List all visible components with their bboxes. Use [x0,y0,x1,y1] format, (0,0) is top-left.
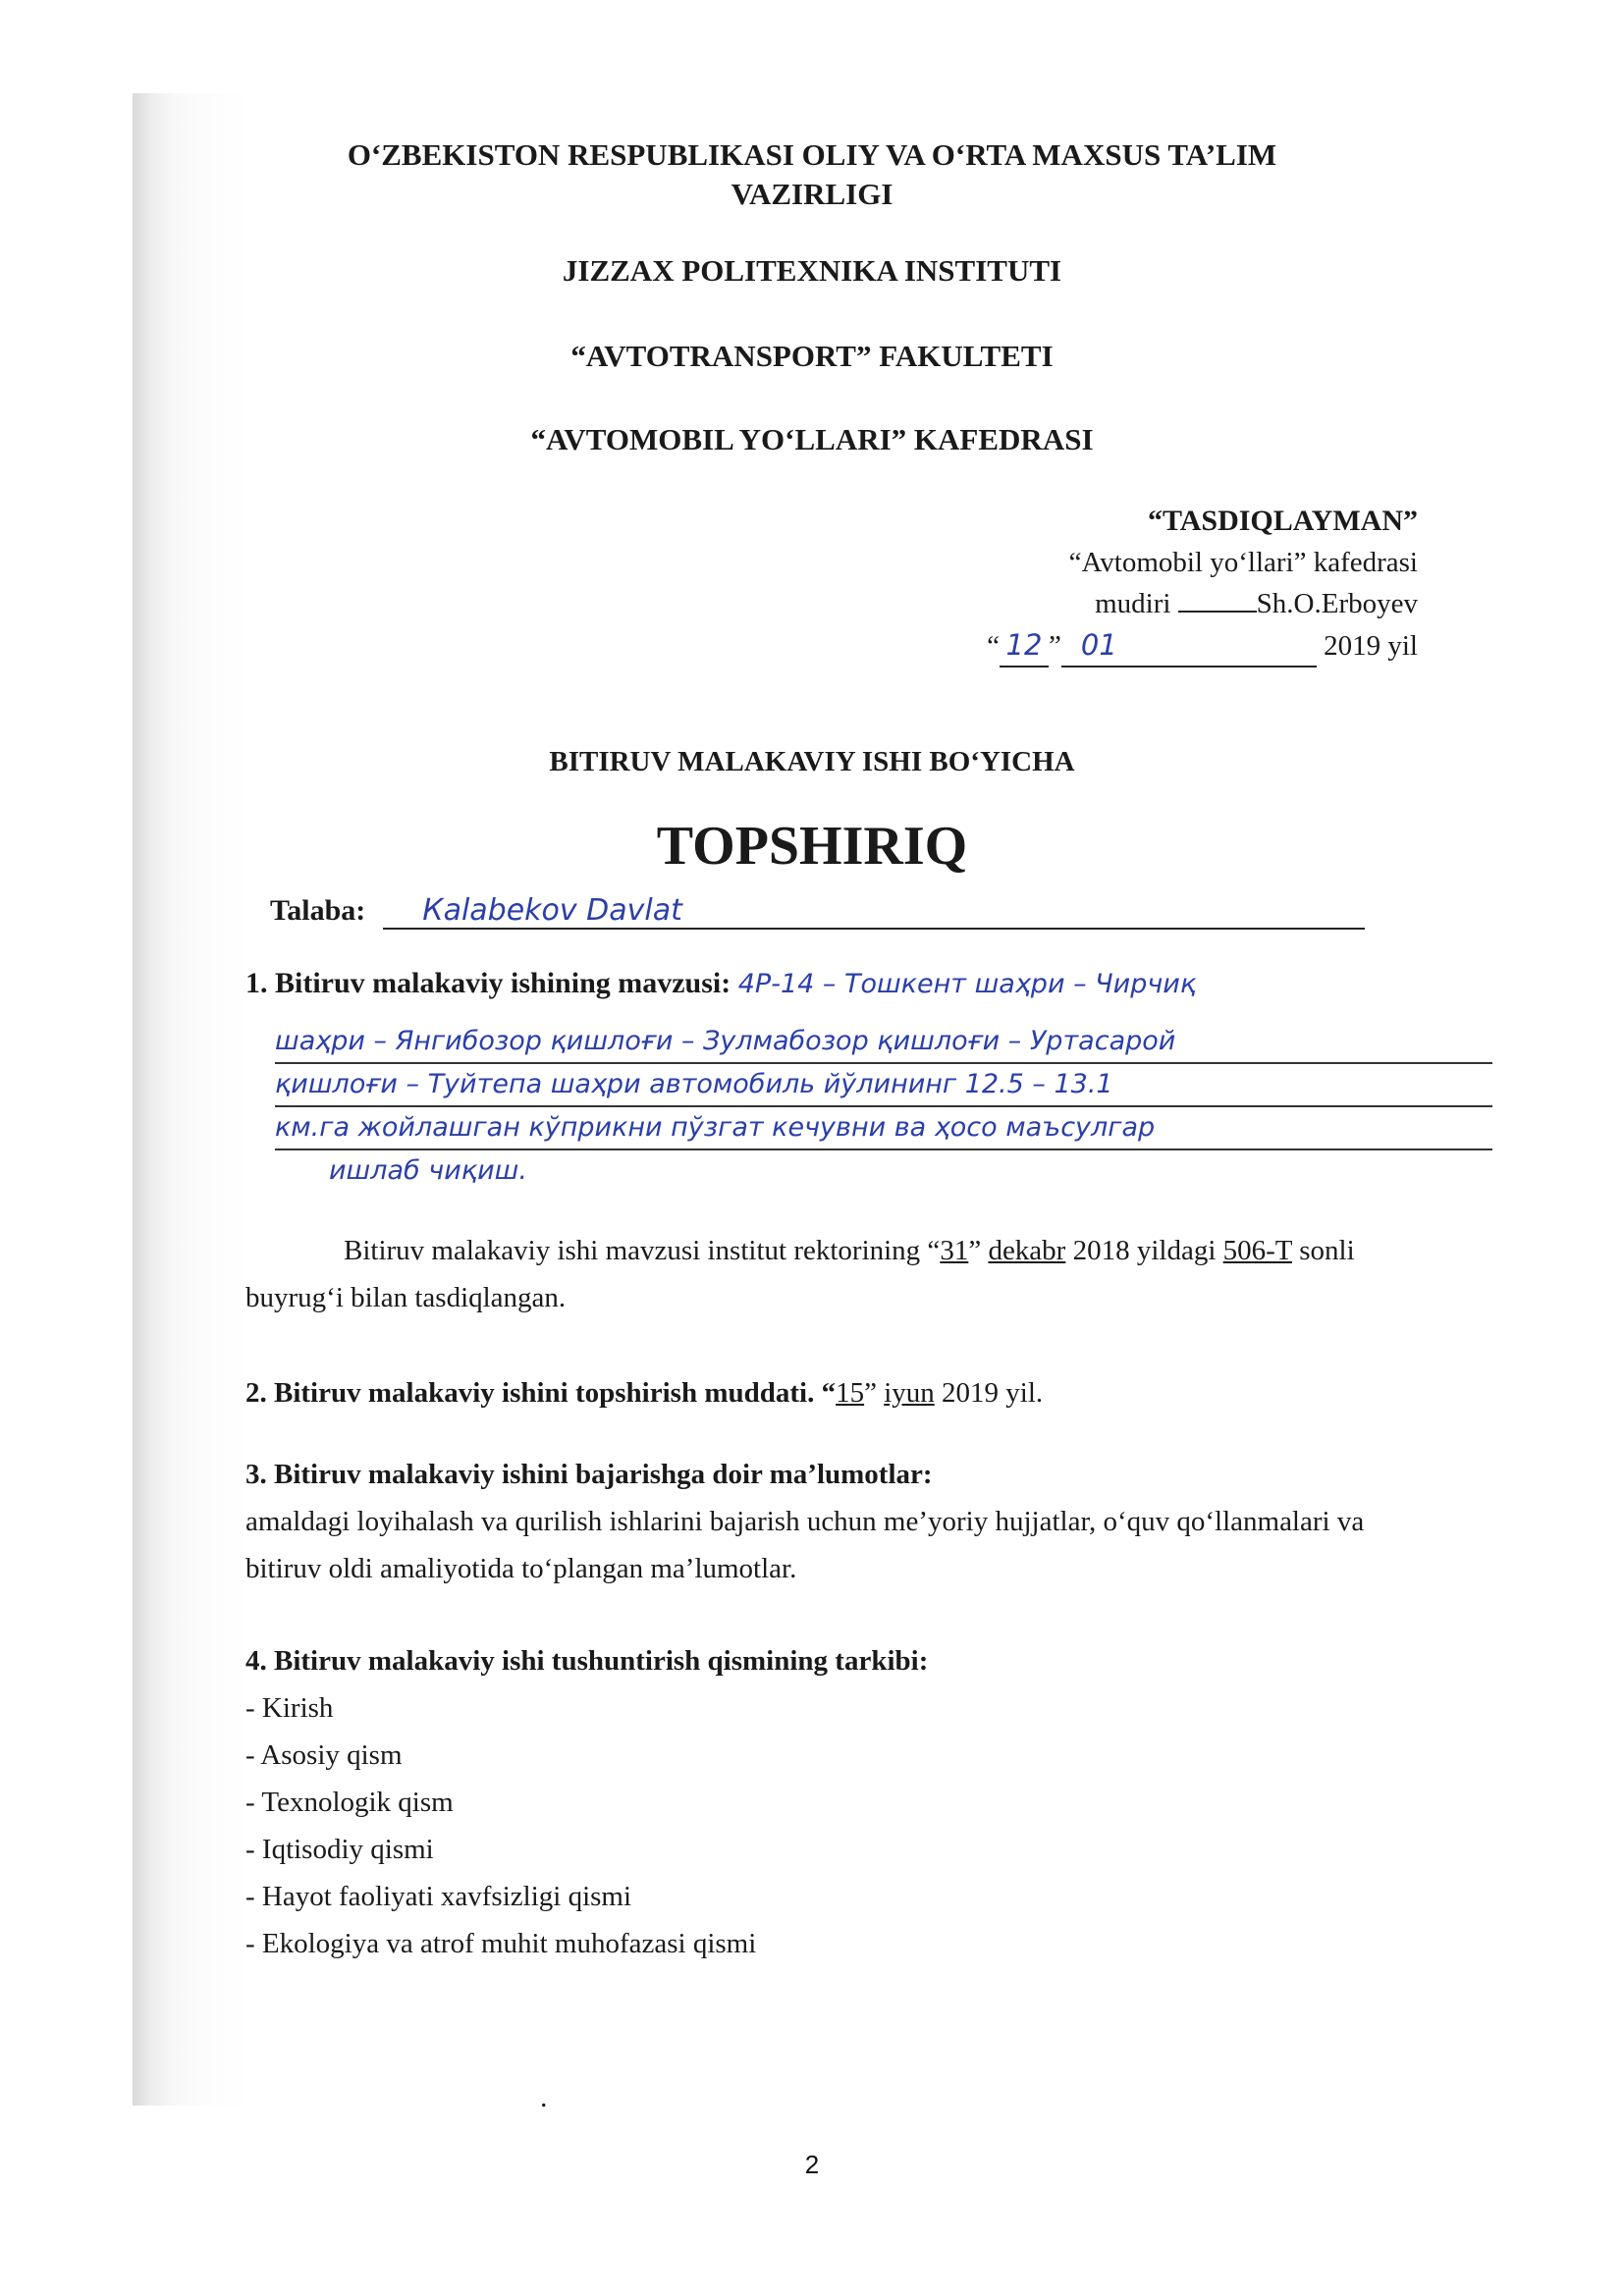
topic-line-4: км.га жойлашган кўприкни пўзгат кечувни ва ҳосо маъсулгар [275,1107,1492,1150]
approval-block [987,501,1418,667]
list-item: - Ekologiya va atrof muhit muhofazasi qismi [245,1928,757,1959]
approval-department: “Avtomobil yo‘llari” kafedrasi [1068,547,1418,578]
order-text-b: ” [968,1235,989,1266]
deadline-mid: ” [864,1377,885,1409]
faculty-heading: “AVTOTRANSPORT” FAKULTETI [570,339,1054,373]
topic-line-1: 4Р-14 – Тошкент шаҳри – Чирчиқ [737,969,1197,999]
list-item: - Iqtisodiy qismi [245,1834,434,1865]
ministry-line-1: O‘ZBEKISTON RESPUBLIKASI OLIY VA O‘RTA MAXSUS TA’LIM [347,137,1277,172]
section-1-label: 1. Bitiruv malakaviy ishining mavzusi [245,967,722,999]
approval-month: 01 [1061,624,1317,667]
section-3-heading: 3. Bitiruv malakaviy ishini bajarishga doir ma’lumotlar: [245,1459,933,1490]
page-number: 2 [804,2150,820,2179]
approval-day: 12 [1000,624,1049,667]
department-heading: “AVTOMOBIL YO‘LLARI” KAFEDRASI [530,422,1094,456]
topic-line-2: шаҳри – Янгибозор қишлоғи – Зулмабозор қишлоғи – Уртасарой [275,1021,1492,1064]
list-item: - Kirish [245,1692,334,1724]
topic-line-3: қишлоғи – Туйтепа шаҳри автомобиль йўлининг 12.5 – 13.1 [275,1064,1492,1107]
approval-year: 2019 yil [1324,630,1418,662]
order-paragraph [245,1227,1424,1321]
order-text-c: 2018 yildagi [1065,1235,1223,1266]
section-4-heading: 4. Bitiruv malakaviy ishi tushuntirish qismining tarkibi: [245,1645,929,1677]
list-item: - Hayot faoliyati xavfsizligi qismi [245,1881,632,1912]
order-text-a: Bitiruv malakaviy ishi mavzusi institut rektorining “ [344,1235,941,1266]
ministry-line-2: VAZIRLIGI [731,177,893,211]
approval-head-line [987,583,1418,624]
approval-head-name: Sh.O.Erboyev [1256,588,1418,619]
ministry-heading [0,135,1624,214]
section-1-heading: 1. Bitiruv malakaviy ishining mavzusi: 4Р-14 – Тошкент шаҳри – Чирчиқ [245,967,1197,999]
document-title: TOPSHIRIQ [656,816,968,877]
signature-line [1178,583,1257,613]
section-3-text: amaldagi loyihalash va qurilish ishlarini bajarish uchun me’yoriy hujjatlar, o‘quv qo‘llanmalari va bitiruv oldi amaliyotida to‘plangan ma’lumotlar. [245,1506,1365,1584]
approval-stamp: “TASDIQLAYMAN” [1147,505,1418,537]
topic-line-5: ишлаб чиқиш. [329,1155,527,1186]
section-4 [245,1637,1424,1967]
list-item: - Texnologik qism [245,1787,454,1818]
student-name: Каlabеkоv Dаvlat [383,893,1365,930]
document-subtitle: BITIRUV MALAKAVIY ISHI BO‘YICHA [549,746,1075,777]
order-day: 31 [940,1235,969,1266]
order-number: 506-T [1222,1235,1292,1266]
student-label: Talaba: [270,894,366,927]
section-2-label: 2. Bitiruv malakaviy ishini topshirish muddati. “ [245,1377,837,1409]
stray-dot: . [540,2081,548,2113]
section-2 [245,1369,1424,1416]
student-field [270,893,1409,930]
order-month: dekabr [988,1235,1066,1266]
section-3 [245,1451,1424,1592]
approval-head-label: mudiri [1095,588,1171,619]
approval-date: “ 12 ” 01 2019 yil [987,624,1418,667]
list-item: - Asosiy qism [245,1739,403,1771]
deadline-month: iyun [884,1377,935,1409]
topic-handwriting [275,1021,1492,1192]
institute-heading: JIZZAX POLITEXNIKA INSTITUTI [562,253,1062,288]
deadline-year: 2019 yil. [934,1377,1044,1409]
section-4-list [245,1684,1424,1967]
deadline-day: 15 [836,1377,865,1409]
order-text-d: sonli buyrug‘i bilan tasdiqlangan. [245,1235,1355,1313]
